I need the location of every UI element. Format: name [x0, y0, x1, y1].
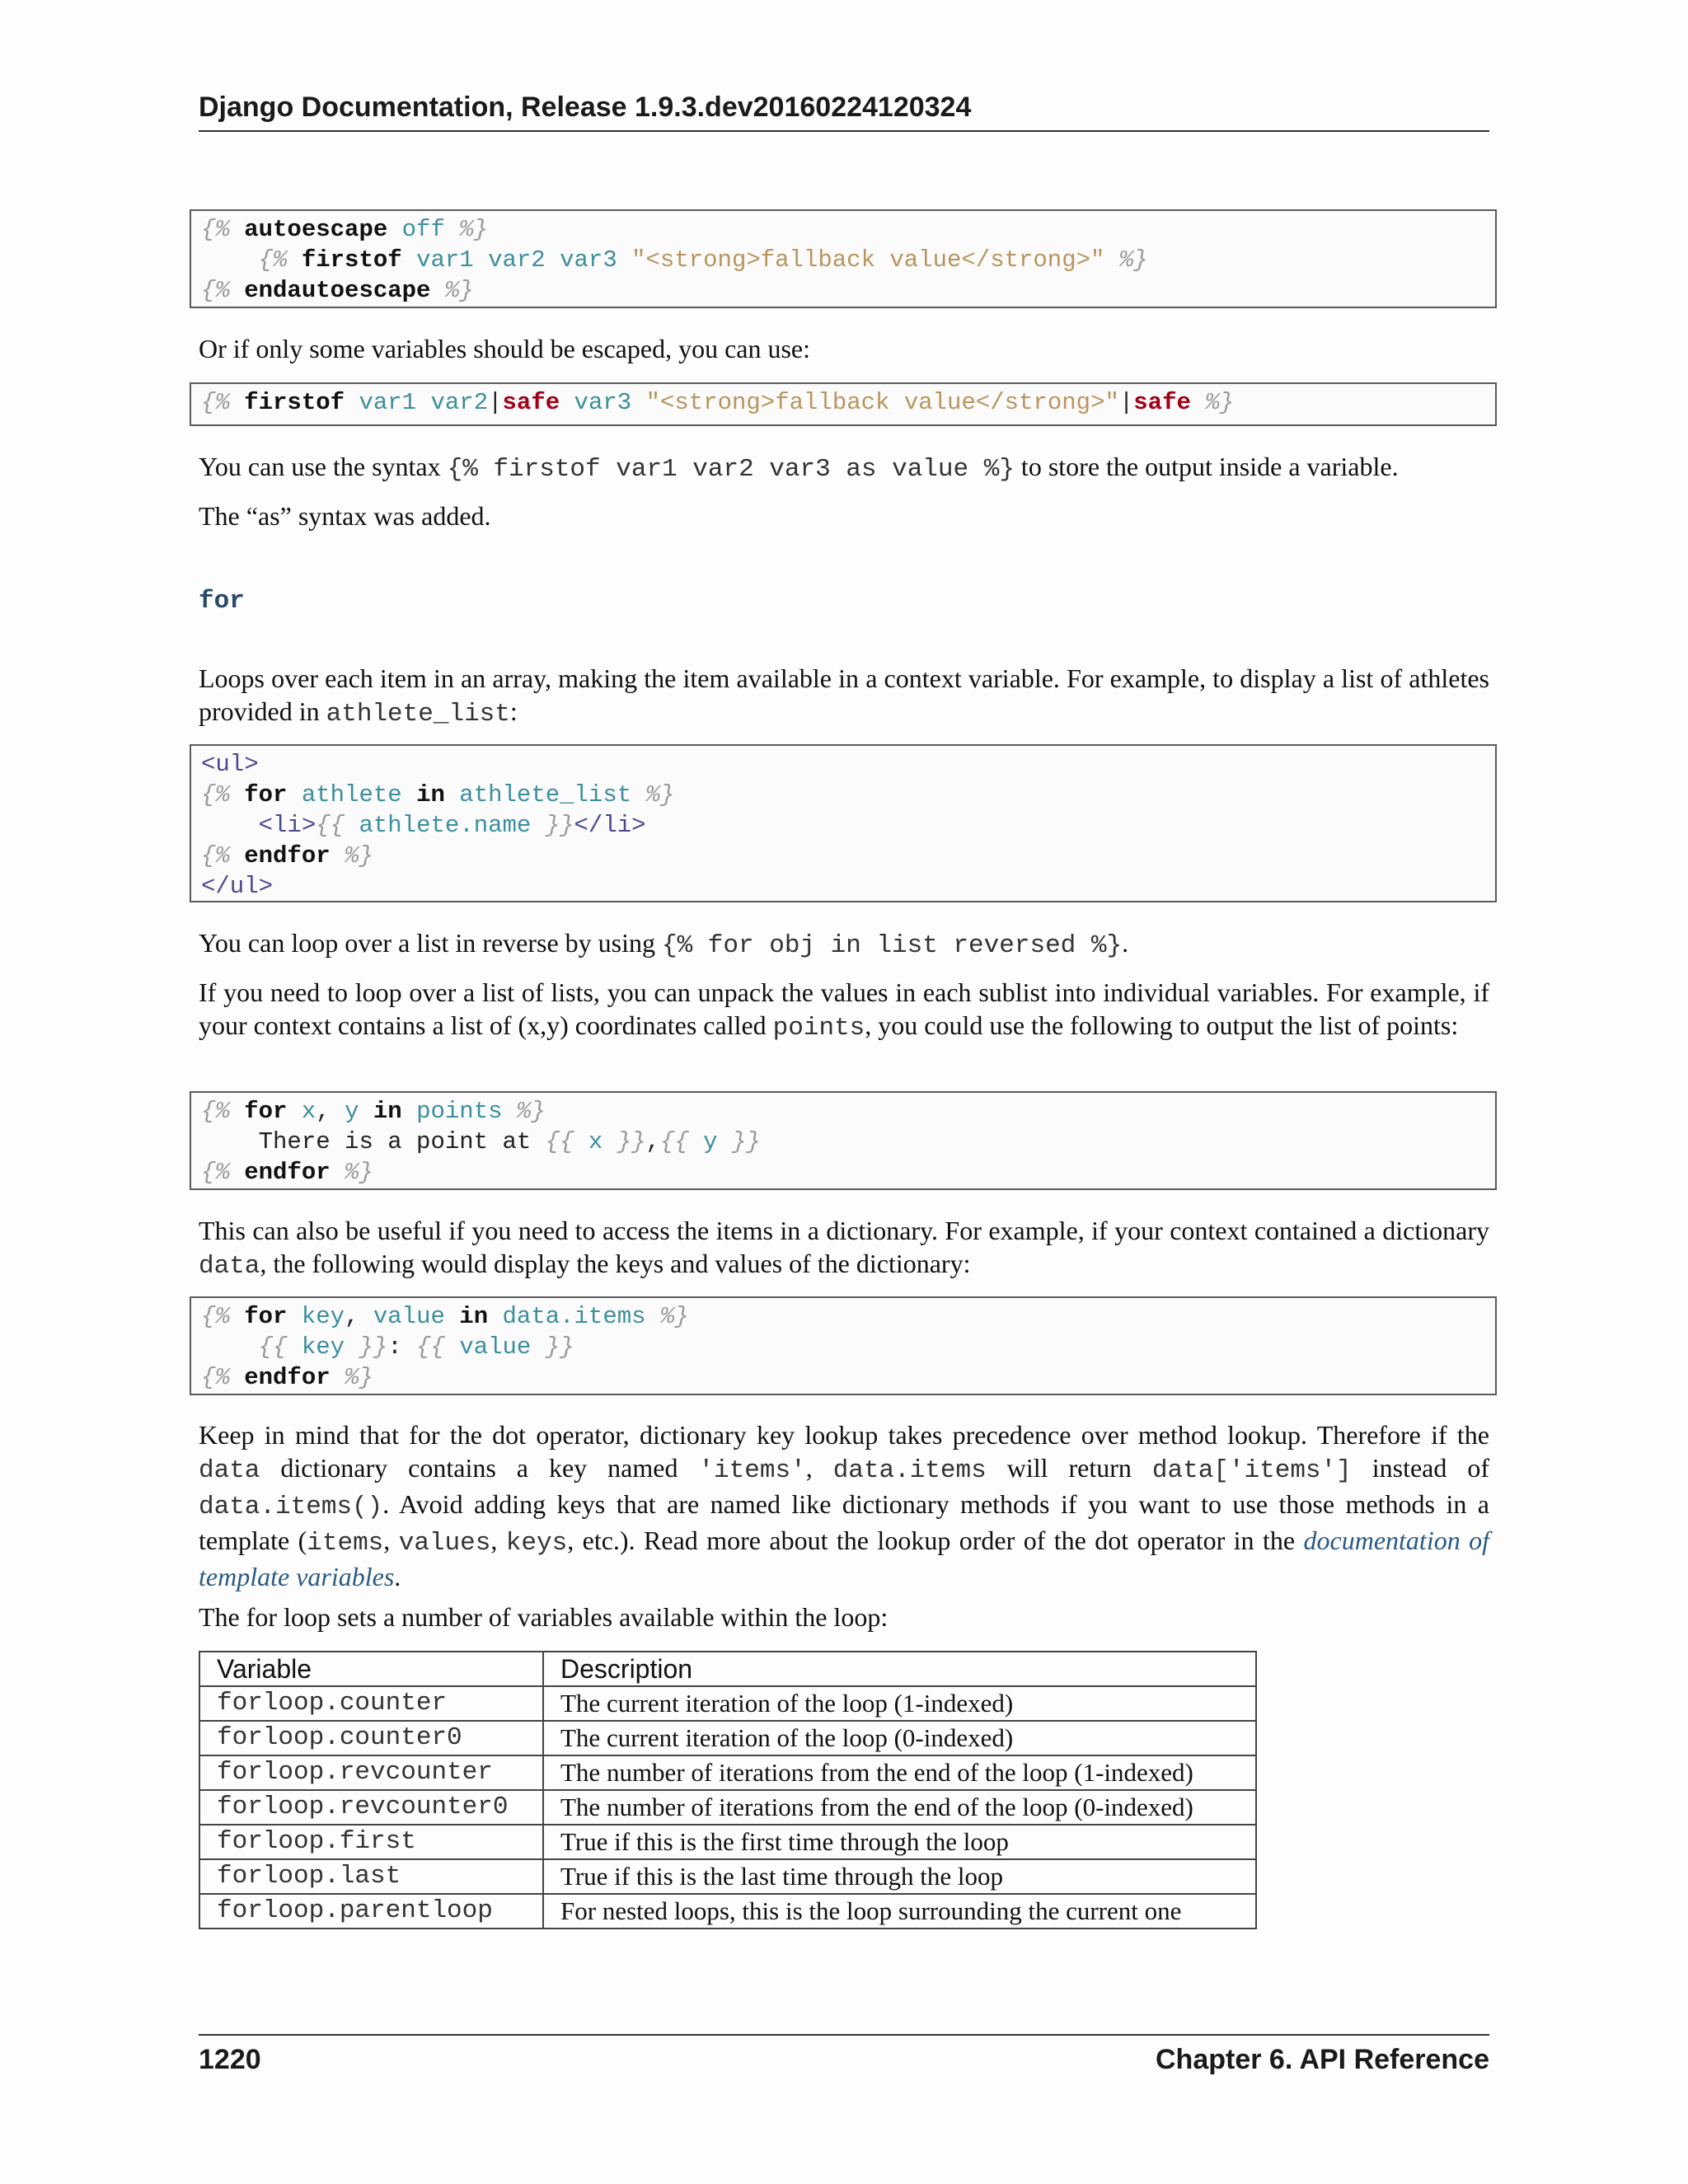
table-row: forloop.counter0 The current iteration of the loop (0-indexed) [199, 1721, 1256, 1755]
code-line: {% firstof var1 var2|safe var3 "<strong>fallback value</strong>"|safe %} [201, 389, 1235, 416]
table-row: forloop.counter The current iteration of the loop (1-indexed) [199, 1686, 1256, 1721]
code-line: {% endfor %} [201, 842, 373, 869]
code-line: {% for athlete in athlete_list %} [201, 781, 675, 808]
chapter-label: Chapter 6. API Reference [1156, 2044, 1489, 2075]
version-note: The “as” syntax was added. [199, 501, 491, 531]
table-row: forloop.first True if this is the first time through the loop [199, 1825, 1256, 1859]
footer-rule [199, 2034, 1489, 2036]
code-line: <li>{{ athlete.name }}</li> [258, 812, 646, 839]
code-line: {% firstof var1 var2 var3 "<strong>fallback value</strong>" %} [258, 246, 1148, 274]
paragraph: You can use the syntax {% firstof var1 var2 var3 as value %} to store the output inside a variable. [199, 452, 1399, 484]
paragraph: Loops over each item in an array, making the item available in a context variable. For example, to display a list of athletes provided in athlete_list: [199, 663, 1489, 729]
code-block-firstof-safe [190, 382, 1497, 426]
code-line: {% for key, value in data.items %} [201, 1303, 689, 1330]
forloop-variables-table [199, 1651, 1257, 1929]
paragraph: Keep in mind that for the dot operator, dictionary key lookup takes precedence over method lookup. Therefore if the data dictionary contains a key named 'items', data.items will return data['items'] instead of data.items(). Avoid adding keys that are named like dictionary methods if you want to use those methods in a template (items, values, keys, etc.). Read more about the lookup order of the dot operator in the documentation of template variables. [199, 1420, 1490, 1591]
header-rule [199, 130, 1489, 132]
running-header: Django Documentation, Release 1.9.3.dev20160224120324 [199, 91, 972, 123]
code-block-for-athletes [190, 744, 1497, 902]
paragraph: You can loop over a list in reverse by using {% for obj in list reversed %}. [199, 928, 1129, 960]
table-row: forloop.parentloop For nested loops, this is the loop surrounding the current one [199, 1894, 1256, 1929]
paragraph: The for loop sets a number of variables available within the loop: [199, 1602, 889, 1632]
code-block-autoescape [190, 209, 1497, 308]
code-line: {% endfor %} [201, 1364, 373, 1391]
code-block-for-dict [190, 1296, 1497, 1395]
paragraph: If you need to loop over a list of lists, you can unpack the values in each sublist into individual variables. For example, if your context contains a list of (x,y) coordinates called points, you could use the following to output the list of points: [199, 977, 1489, 1043]
paragraph: This can also be useful if you need to access the items in a dictionary. For example, if your context contained a dictionary data, the following would display the keys and values of the dictionary: [199, 1216, 1489, 1281]
code-line: {% endfor %} [201, 1159, 373, 1186]
code-block-for-points [190, 1091, 1497, 1190]
section-heading[interactable]: for [199, 587, 245, 616]
code-line: {{ key }}: {{ value }} [258, 1333, 574, 1361]
table-row: forloop.revcounter The number of iterations from the end of the loop (1-indexed) [199, 1755, 1256, 1790]
table-row: forloop.last True if this is the last time through the loop [199, 1859, 1256, 1894]
table-row: forloop.revcounter0 The number of iterations from the end of the loop (0-indexed) [199, 1790, 1256, 1825]
code-line: <ul> [201, 751, 259, 778]
template-variables-link[interactable]: documentation of template variables [199, 1526, 1490, 1591]
code-line: {% for x, y in points %} [201, 1098, 546, 1125]
column-header: Description [543, 1652, 1256, 1686]
column-header: Variable [199, 1652, 543, 1686]
page-number: 1220 [199, 2044, 261, 2075]
code-line: There is a point at {{ x }},{{ y }} [258, 1128, 761, 1155]
code-line: {% endautoescape %} [201, 277, 474, 304]
code-line: </ul> [201, 873, 274, 900]
code-line: {% autoescape off %} [201, 216, 489, 243]
paragraph: Or if only some variables should be escaped, you can use: [199, 334, 811, 363]
table-header-row [199, 1652, 1256, 1686]
